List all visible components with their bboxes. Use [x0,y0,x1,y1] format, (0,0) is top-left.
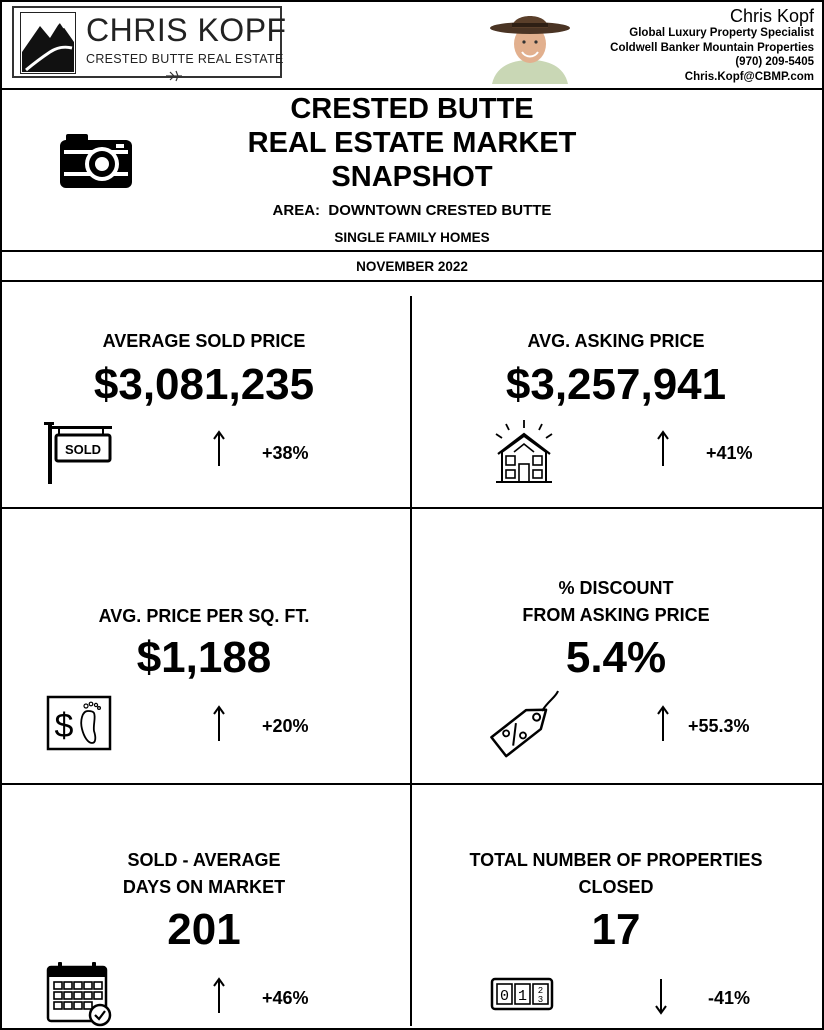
arrow-down-icon [654,977,668,1015]
header [2,2,822,90]
metric-avg-sold-price [0,282,408,507]
metric-value: $3,257,941 [505,360,727,409]
metric-value: $1,188 [136,633,272,682]
agent-contact [610,6,814,84]
metric-change: +55.3% [688,716,750,736]
price-per-foot-icon [46,695,112,751]
logo-subtitle: CRESTED BUTTE REAL ESTATE [86,52,284,66]
metric-change: +41% [706,443,753,463]
metric-change: -41% [708,988,751,1008]
discount-tag-icon [486,689,562,759]
area-label: AREA: DOWNTOWN CRESTED BUTTE [272,202,552,219]
agent-title: Global Luxury Property Specialist [629,27,814,39]
property-type: SINGLE FAMILY HOMES [334,230,490,245]
metric-label-line-2: FROM ASKING PRICE [522,605,710,625]
metric-label-line-2: DAYS ON MARKET [122,877,286,897]
metric-label-line-1: % DISCOUNT [558,578,674,598]
report-title [2,92,822,194]
metric-discount [412,509,820,783]
title-line-1: CRESTED BUTTE [290,93,534,125]
arrow-up-icon [212,705,226,743]
arrow-up-icon [656,430,670,468]
agent-email: Chris.Kopf@CBMP.com [684,70,814,83]
title-block [2,90,822,252]
arrow-up-icon [656,705,670,743]
arrow-up-icon [212,977,226,1015]
metric-value: 17 [591,905,641,954]
metric-label: AVG. ASKING PRICE [527,331,705,351]
agent-phone: (970) 209-5405 [735,56,814,68]
sold-sign-text: SOLD [64,442,102,457]
agent-photo [482,4,578,84]
metric-label-line-1: SOLD - AVERAGE [127,850,281,870]
house-icon [492,420,556,486]
fly-icon [164,68,184,84]
metric-value: 201 [167,905,241,954]
metric-label: AVG. PRICE PER SQ. FT. [98,606,310,626]
metric-label-line-1: TOTAL NUMBER OF PROPERTIES [469,850,763,870]
sold-sign-icon [44,420,116,486]
metric-days-on-market [0,785,408,1028]
metric-change: +20% [262,716,309,736]
agent-name: Chris Kopf [729,6,814,26]
agent-company: Coldwell Banker Mountain Properties [610,41,814,54]
svg-text:3: 3 [537,995,544,1005]
logo-name: CHRIS KOPF [86,12,287,48]
metric-change: +38% [262,443,309,463]
title-line-3: SNAPSHOT [331,161,493,193]
metric-label: AVERAGE SOLD PRICE [102,331,306,351]
metric-avg-asking-price [412,282,820,507]
svg-text:1: 1 [517,988,528,1005]
title-line-2: REAL ESTATE MARKET [247,127,577,159]
arrow-up-icon [212,430,226,468]
svg-text:$: $ [54,707,74,745]
brand-logo [12,6,287,78]
counter-icon [490,977,554,1011]
calendar-check-icon [44,961,114,1027]
metric-value: 5.4% [565,633,667,682]
svg-text:0: 0 [499,988,510,1005]
svg-text:2: 2 [537,986,544,996]
metric-total-closed [412,785,820,1028]
metric-value: $3,081,235 [93,360,315,409]
metric-label-line-2: CLOSED [578,877,654,897]
mountain-logo-icon [20,12,76,74]
metric-price-per-sqft [0,509,408,783]
report-date: NOVEMBER 2022 [2,252,822,282]
metric-change: +46% [262,988,309,1008]
